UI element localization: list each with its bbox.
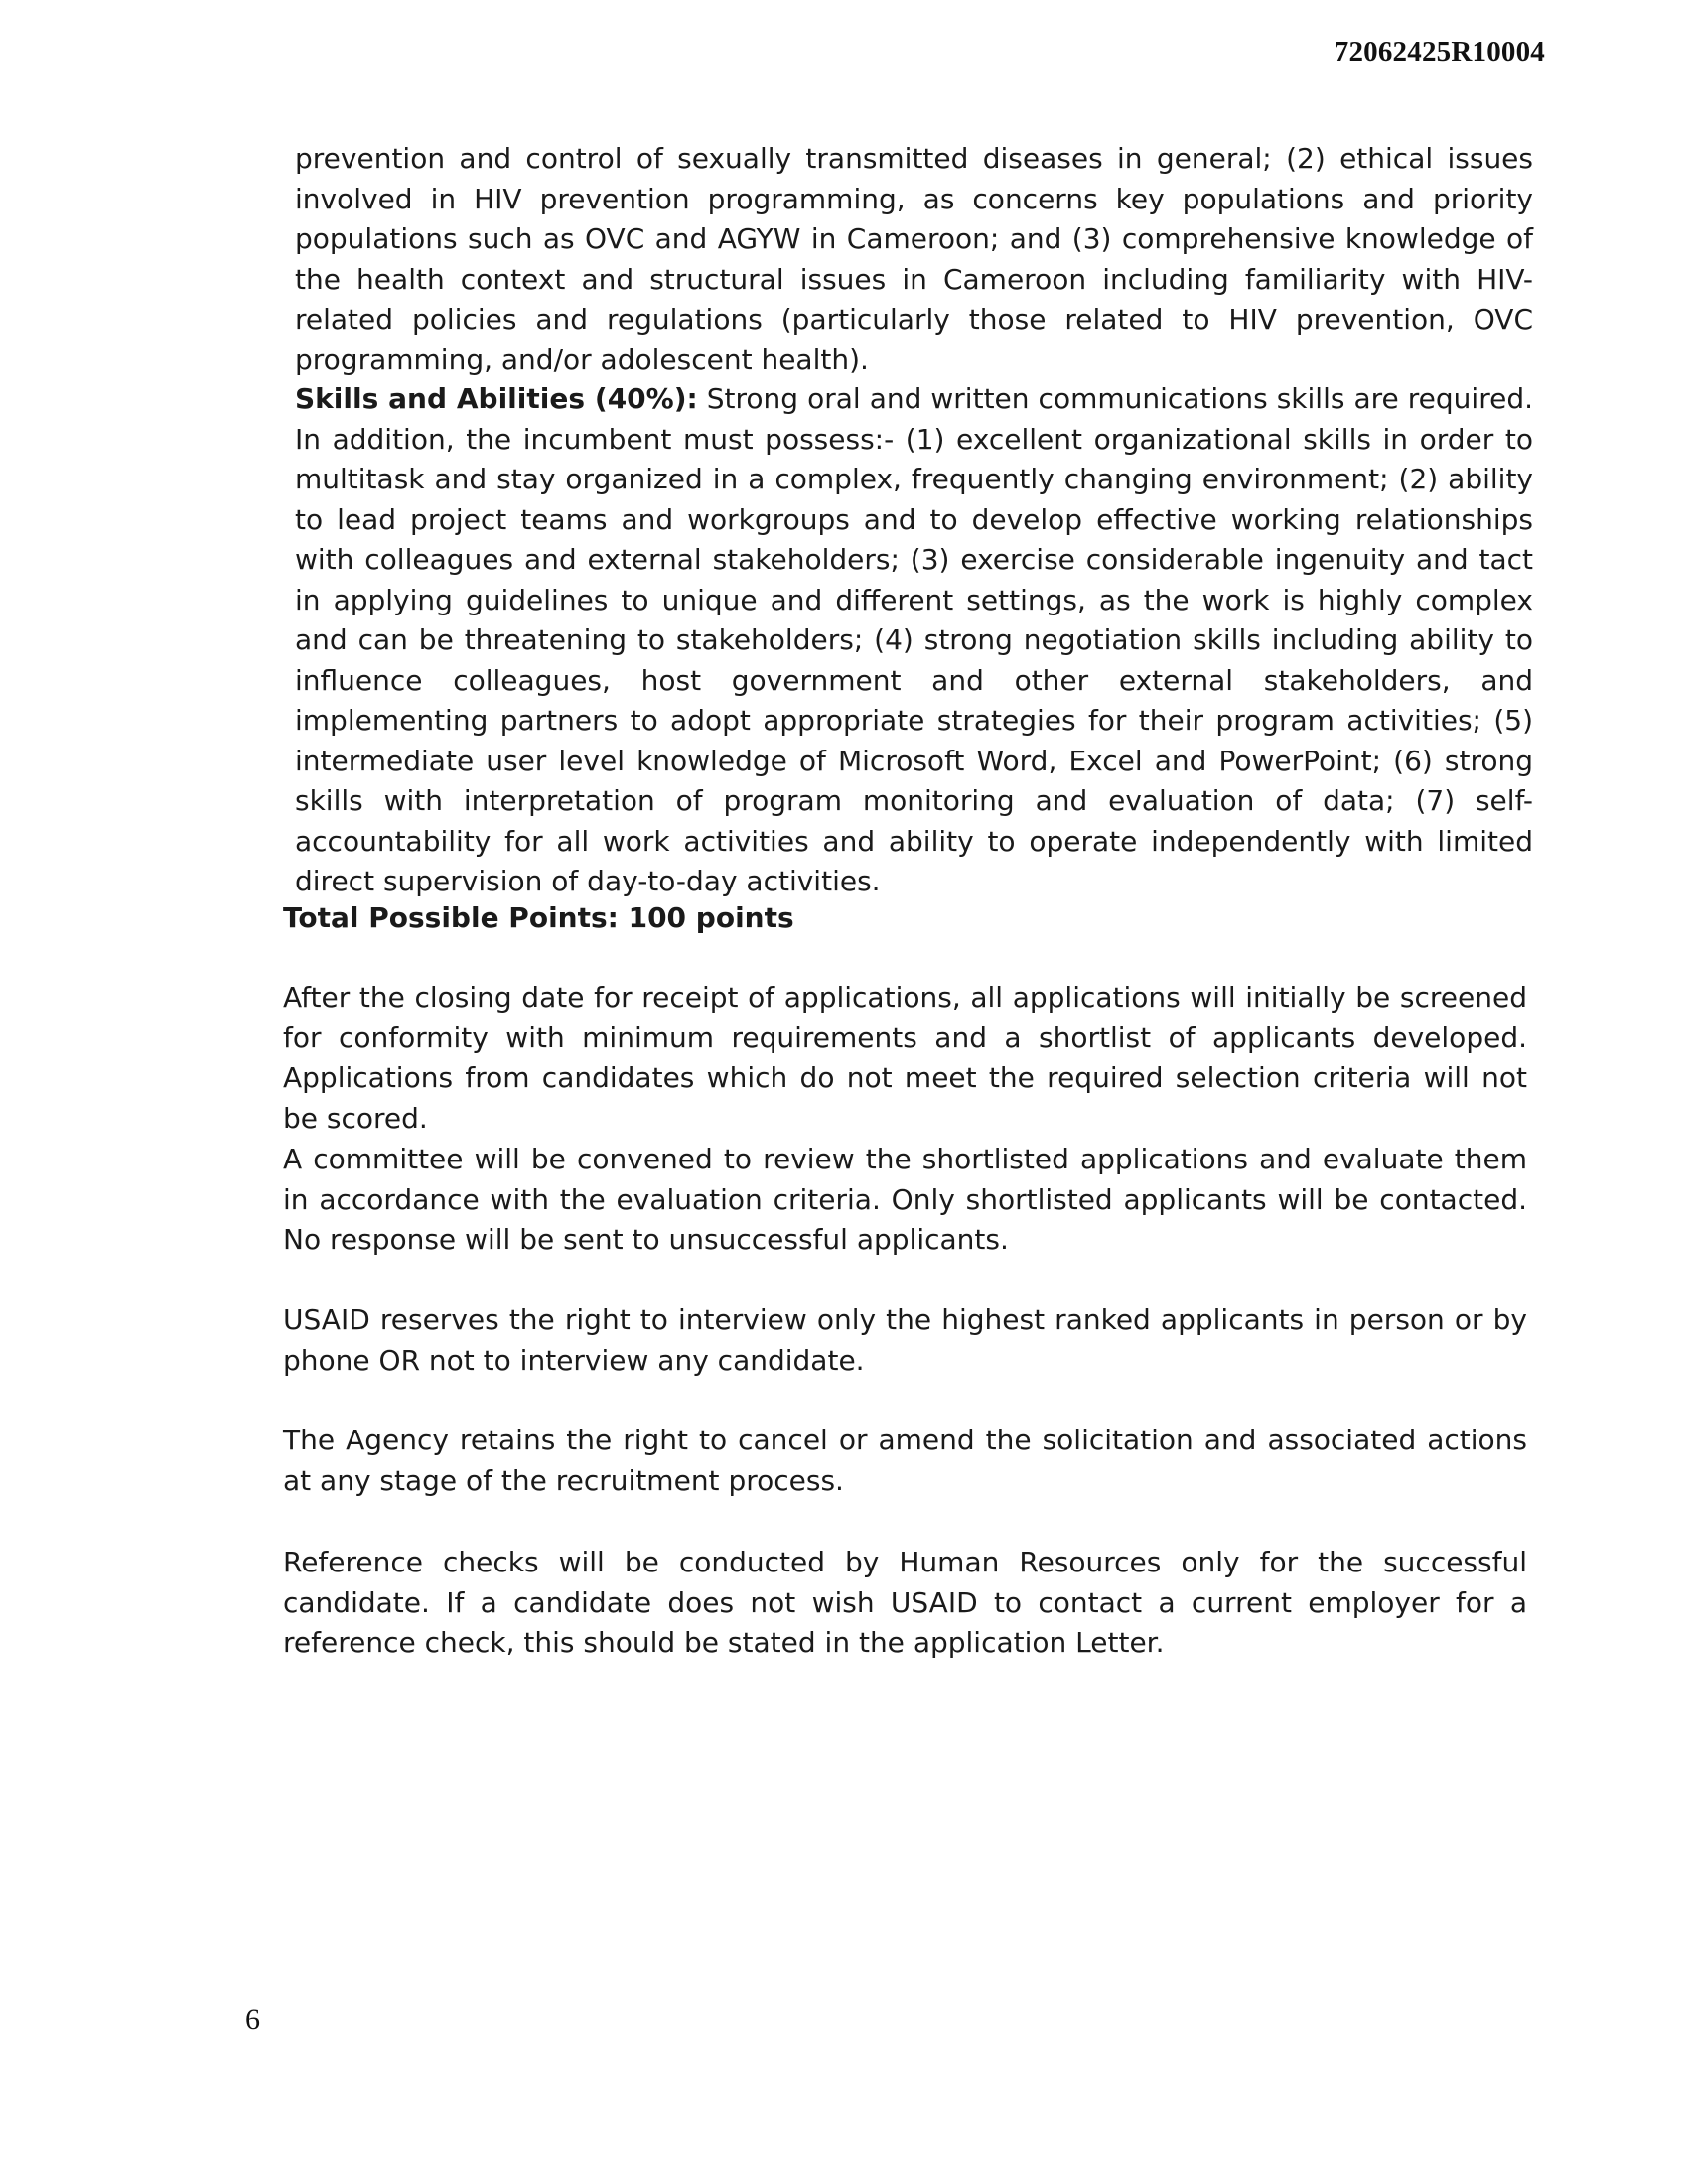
paragraph-knowledge-continued: prevention and control of sexually transmitted diseases in general; (2) ethical issues involved in HIV prevention programming, as concerns key populations and priority populations such as OVC and AGYW in Cameroon; and (3) comprehensive knowledge of the health context and structural issues in Cameroon including familiarity with HIV-related policies and regulations (particularly those related to HIV prevention, OVC programming, and/or adolescent health). (295, 142, 1533, 376)
paragraph-screening: After the closing date for receipt of applications, all applications will initially be screened for conformity with minimum requirements and a shortlist of applicants developed. Applications from candidates which do not meet the required selection criteria will not be scored. (283, 981, 1527, 1135)
skills-and-abilities-text: Strong oral and written communications skills are required. In addition, the incumbent must possess:- (1) excellent organizational skills in order to multitask and stay organized in a complex, frequently changing environment; (2) ability to lead project teams and workgroups and to develop effective working relationships with colleagues and external stakeholders; (3) exercise considerable ingenuity and tact in applying guidelines to unique and different settings, as the work is highly complex and can be threatening to stakeholders; (4) strong negotiation skills including ability to influence colleagues, host government and other external stakeholders, and implementing partners to adopt appropriate strategies for their program activities; (5) intermediate user level knowledge of Microsoft Word, Excel and PowerPoint; (6) strong skills with interpretation of program monitoring and evaluation of data; (7) self-accountability for all work activities and ability to operate independently with limited direct supervision of day-to-day activities. (295, 382, 1533, 897)
document-number: 72062425R10004 (1334, 36, 1545, 68)
paragraph-reference-checks: Reference checks will be conducted by Human Resources only for the successful candidate. If a candidate does not wish USAID to contact a current employer for a reference check, this should be stated in the application Letter. (283, 1546, 1527, 1659)
skills-and-abilities-heading: Skills and Abilities (40%): (295, 382, 698, 415)
paragraph-committee: A committee will be convened to review the shortlisted applications and evaluate them in accordance with the evaluation criteria. Only shortlisted applicants will be contacted. No response will be sent to unsuccessful applicants. (283, 1143, 1527, 1256)
page-number: 6 (245, 2003, 260, 2036)
total-possible-points: Total Possible Points: 100 points (283, 901, 794, 934)
paragraph-cancel-amend: The Agency retains the right to cancel or amend the solicitation and associated actions at any stage of the recruitment process. (283, 1424, 1527, 1497)
paragraph-interview-rights: USAID reserves the right to interview only the highest ranked applicants in person or by phone OR not to interview any candidate. (283, 1303, 1527, 1377)
paragraph-skills-and-abilities (295, 379, 1533, 902)
